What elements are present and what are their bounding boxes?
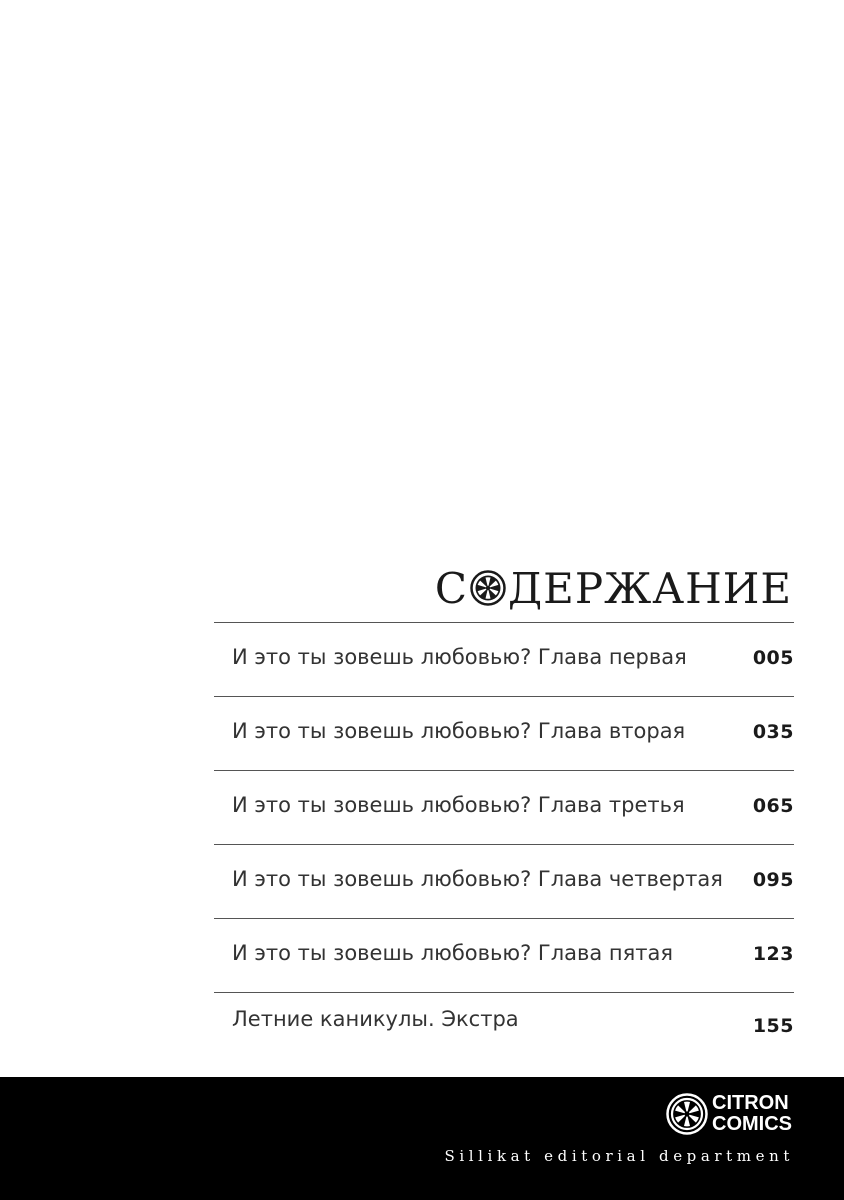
toc-entry-chapter-5[interactable] [214,918,794,992]
publisher-logo [666,1093,792,1135]
toc-entry-extra[interactable] [214,992,794,1066]
publisher-name-line1: CITRON [712,1092,789,1114]
toc-entry-label: И это ты зовешь любовью? Глава пятая [232,941,673,965]
toc-entry-page: 095 [752,869,794,891]
toc-entry-chapter-3[interactable] [214,770,794,844]
toc-title [435,560,792,616]
toc-title-rest: ДЕРЖАНИЕ [508,563,792,613]
citron-slice-icon [470,570,506,606]
toc-entry-chapter-4[interactable] [214,844,794,918]
toc-entry-label: И это ты зовешь любовью? Глава четвертая [232,867,723,891]
toc-entry-page: 035 [752,721,794,743]
publisher-name-line2: COMICS [712,1113,792,1135]
publisher-name [712,1093,792,1135]
toc-list [214,622,794,1066]
toc-entry-label: И это ты зовешь любовью? Глава первая [232,645,687,669]
toc-entry-chapter-2[interactable] [214,696,794,770]
toc-entry-label: Летние каникулы. Экстра [232,1007,519,1031]
toc-entry-page: 155 [752,1015,794,1037]
toc-entry-label: И это ты зовешь любовью? Глава вторая [232,719,686,743]
toc-title-first-letter: С [434,563,469,613]
toc-entry-label: И это ты зовешь любовью? Глава третья [232,793,685,817]
footer-band [0,1077,844,1200]
editorial-department: Sillikat editorial department [444,1147,794,1165]
toc-entry-page: 005 [752,647,794,669]
toc-entry-page: 123 [752,943,794,965]
toc-entry-chapter-1[interactable] [214,622,794,696]
citron-slice-icon [666,1093,708,1135]
toc-entry-page: 065 [752,795,794,817]
